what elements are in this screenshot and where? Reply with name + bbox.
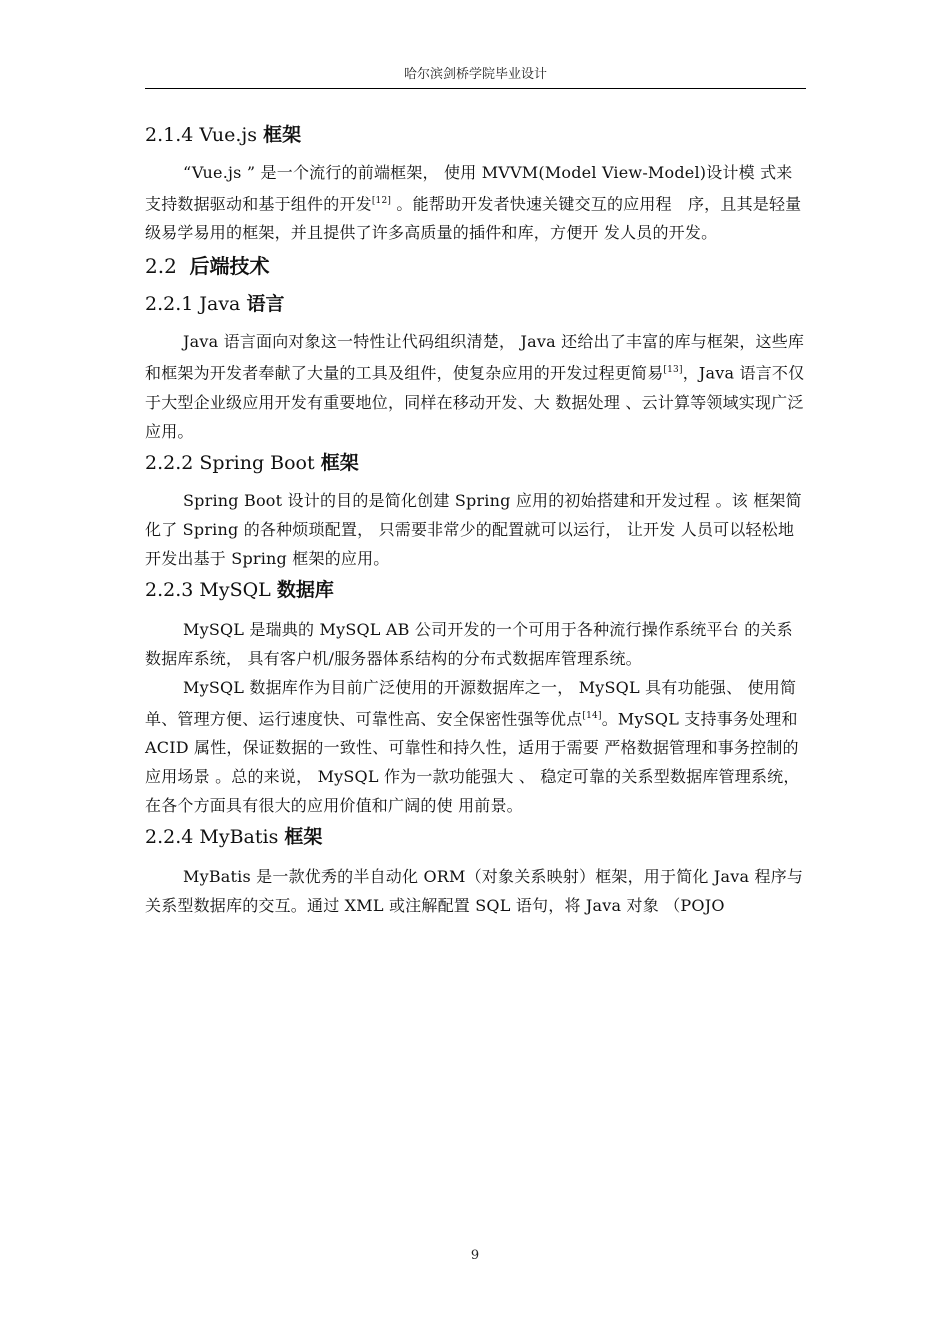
section-title: 框架 <box>320 451 359 474</box>
section-number: 2.1.4 Vue.js <box>145 124 258 146</box>
paragraph: MySQL 数据库作为目前广泛使用的开源数据库之一， MySQL 具有功能强、 使用简单、管理方便、运行速度快、可靠性高、安全保密性强等优点[14]。MySQL 支持事务处理和 ACID 属性，保证数据的一致性、可靠性和持久性，适用于需要 严格数据管理和事务控制的应用场景 。总的来说， MySQL 作为一款功能强大 、 稳定可靠的关系型数据库管理系统，在各个方面具有很大的应用价值和广阔的使 用前景。 <box>145 677 800 815</box>
section-heading <box>145 573 806 607</box>
section-number: 2.2.2 Spring Boot <box>145 451 315 474</box>
paragraph: MyBatis 是一款优秀的半自动化 ORM（对象关系映射）框架，用于简化 Java 程序与关系型数据库的交互。通过 XML 或注解配置 SQL 语句，将 Java 对象 （POJO <box>145 866 804 915</box>
section-number: 2.2 <box>145 254 177 279</box>
section-title: 数据库 <box>276 578 334 601</box>
section-number: 2.2.4 MyBatis <box>145 825 279 848</box>
section-heading <box>145 820 806 854</box>
section-heading <box>145 446 806 480</box>
section-heading <box>145 118 806 152</box>
section-title: 框架 <box>284 825 323 848</box>
section-heading <box>145 287 806 321</box>
paragraph: Spring Boot 设计的目的是简化创建 Spring 应用的初始搭建和开发过程 。该 框架简化了 Spring 的各种烦琐配置， 只需要非常少的配置就可以运行， 让开发 人员可以轻松地开发出基于 Spring 框架的应用。 <box>145 490 802 568</box>
section-number: 2.2.1 Java <box>145 293 241 316</box>
paragraph: MySQL 是瑞典的 MySQL AB 公司开发的一个可用于各种流行操作系统平台 的关系数据库系统， 具有客户机/服务器体系结构的分布式数据库管理系统。 <box>145 619 793 668</box>
section-title: 后端技术 <box>189 254 270 279</box>
section-title: 框架 <box>263 124 302 146</box>
page-number: 9 <box>470 1248 480 1263</box>
page-content <box>145 118 806 920</box>
page-header: 哈尔滨剑桥学院毕业设计 <box>145 66 806 89</box>
paragraph: “Vue.js ” 是一个流行的前端框架， 使用 MVVM(Model View-Model)设计模 式来支持数据驱动和基于组件的开发[12] 。能帮助开发者快速关键交互的应用程 序，且其是轻量级易学易用的框架，并且提供了许多高质量的插件和库，方便开 发人员的开发。 <box>145 163 802 243</box>
chapter-heading <box>145 249 806 283</box>
section-number: 2.2.3 MySQL <box>145 578 271 601</box>
paragraph: Java 语言面向对象这一特性让代码组织清楚， Java 还给出了丰富的库与框架，这些库和框架为开发者奉献了大量的工具及组件，使复杂应用的开发过程更简易[13]，Java 语言不仅于大型企业级应用开发有重要地位，同样在移动开发、大 数据处理 、云计算等领域实现广泛应用。 <box>145 332 805 441</box>
section-title: 语言 <box>246 293 285 316</box>
